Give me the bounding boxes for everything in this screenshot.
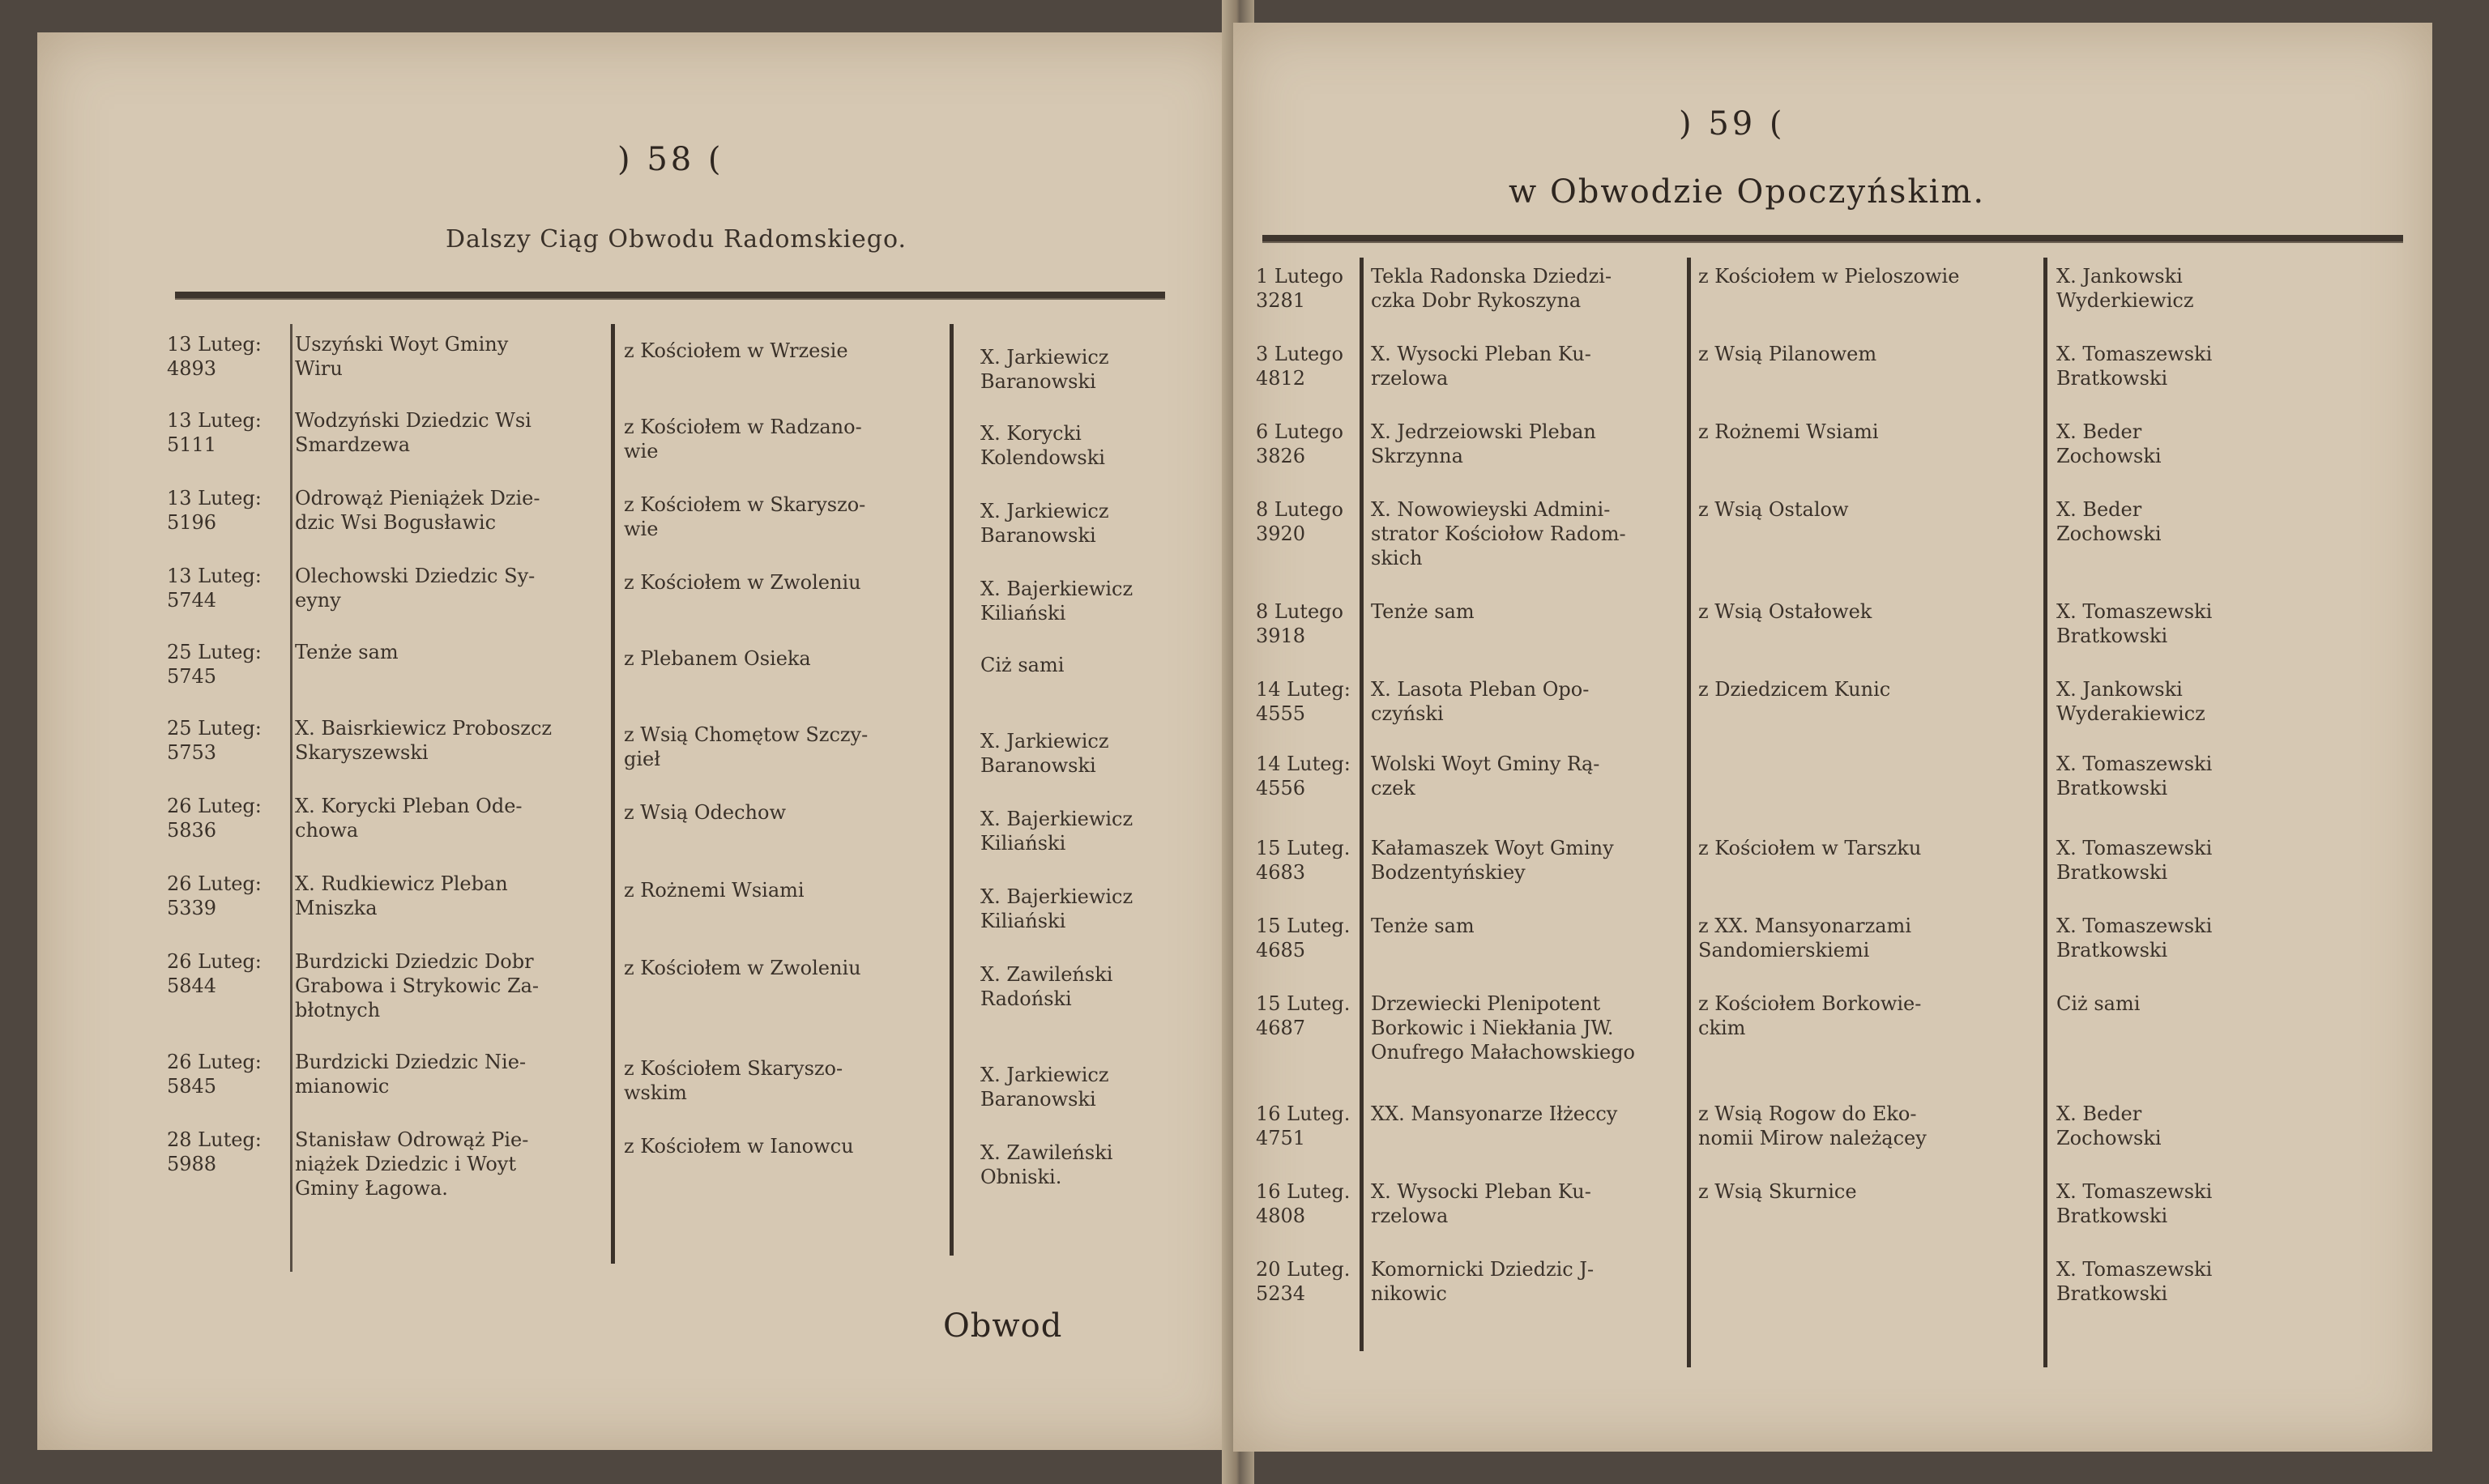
row-10-name: Drzewiecki Plenipotent Borkowic i Niekłania JW. Onufrego Małachowskiego [1371, 992, 1636, 1064]
row-5-place: z Plebanem Osieka [624, 647, 811, 670]
row-8-name: X. Rudkiewicz Pleban Mniszka [295, 872, 508, 919]
row-2-clergy: X. Korycki Kolendowski [980, 422, 1105, 469]
row-9-name: Burdzicki Dziedzic Dobr Grabowa i Strykowic Za- błotnych [295, 950, 540, 1021]
row-4-place: z Kościołem w Zwoleniu [624, 571, 861, 594]
row-10-place: z Kościołem Borkowie- ckim [1698, 992, 1922, 1039]
row-13-name: Komornicki Dziedzic J- nikowic [1371, 1258, 1595, 1305]
row-3-name: Odrowąż Pieniążek Dzie- dzic Wsi Bogusławic [295, 487, 540, 534]
row-2-date: 3 Lutego 4812 [1256, 343, 1343, 390]
row-3-clergy: X. Jarkiewicz Baranowski [980, 500, 1109, 547]
row-11-clergy: X. Zawileński Obniski. [980, 1141, 1113, 1188]
row-10-date: 26 Luteg: 5845 [167, 1051, 262, 1098]
row-2-place: z Wsią Pilanowem [1698, 343, 1877, 365]
row-8-date: 26 Luteg: 5339 [167, 872, 262, 919]
row-11-place: z Wsią Rogow do Eko- nomii Mirow należącey [1698, 1102, 1927, 1149]
row-4-date: 13 Luteg: 5744 [167, 565, 262, 612]
row-5-name: Tenże sam [295, 641, 399, 663]
row-5-name: Tenże sam [1371, 600, 1475, 623]
row-4-clergy: X. Bajerkiewicz Kiliański [980, 578, 1133, 625]
row-3-place: z Rożnemi Wsiami [1698, 420, 1879, 443]
row-8-place: z Kościołem w Tarszku [1698, 837, 1922, 859]
row-1-clergy: X. Jarkiewicz Baranowski [980, 346, 1109, 393]
table-top-rule [175, 292, 1165, 300]
row-8-date: 15 Luteg. 4683 [1256, 837, 1351, 884]
row-1-clergy: X. Jankowski Wyderkiewicz [2056, 265, 2194, 312]
row-10-name: Burdzicki Dziedzic Nie- mianowic [295, 1051, 527, 1098]
row-12-name: X. Wysocki Pleban Ku- rzelowa [1371, 1180, 1591, 1227]
row-11-date: 16 Luteg. 4751 [1256, 1102, 1351, 1149]
row-7-clergy: X. Tomaszewski Bratkowski [2056, 753, 2213, 800]
row-11-name: XX. Mansyonarze Iłżeccy [1371, 1102, 1618, 1125]
row-1-place: z Kościołem w Pieloszowie [1698, 265, 1960, 288]
row-7-name: Wolski Woyt Gminy Rą- czek [1371, 753, 1600, 800]
row-9-place: z Kościołem w Zwoleniu [624, 957, 861, 979]
row-5-date: 25 Luteg: 5745 [167, 641, 262, 688]
row-12-place: z Wsią Skurnice [1698, 1180, 1857, 1203]
row-7-place: z Wsią Odechow [624, 801, 787, 824]
row-5-clergy: Ciż sami [980, 654, 1065, 676]
row-8-clergy: X. Tomaszewski Bratkowski [2056, 837, 2213, 884]
column-divider-r3 [2043, 258, 2047, 1367]
row-3-place: z Kościołem w Skaryszo- wie [624, 493, 866, 540]
row-11-place: z Kościołem w Ianowcu [624, 1135, 854, 1158]
left-page [37, 32, 1240, 1450]
row-2-place: z Kościołem w Radzano- wie [624, 416, 862, 463]
row-2-date: 13 Luteg: 5111 [167, 409, 262, 456]
row-6-clergy: X. Jarkiewicz Baranowski [980, 730, 1109, 777]
row-6-name: X. Baisrkiewicz Proboszcz Skaryszewski [295, 717, 553, 764]
row-4-clergy: X. Beder Zochowski [2056, 498, 2162, 545]
row-10-date: 15 Luteg. 4687 [1256, 992, 1351, 1039]
row-13-clergy: X. Tomaszewski Bratkowski [2056, 1258, 2213, 1305]
column-divider-3 [950, 324, 954, 1256]
row-2-clergy: X. Tomaszewski Bratkowski [2056, 343, 2213, 390]
row-8-name: Kałamaszek Woyt Gminy Bodzentyńskiey [1371, 837, 1614, 884]
catchword: Obwod [943, 1307, 1063, 1345]
row-12-clergy: X. Tomaszewski Bratkowski [2056, 1180, 2213, 1227]
row-1-name: Tekla Radonska Dziedzi- czka Dobr Rykoszyna [1371, 265, 1612, 312]
row-6-date: 25 Luteg: 5753 [167, 717, 262, 764]
row-9-name: Tenże sam [1371, 915, 1475, 937]
row-4-name: X. Nowowieyski Admini- strator Kościołow Radom- skich [1371, 498, 1626, 569]
row-11-clergy: X. Beder Zochowski [2056, 1102, 2162, 1149]
row-9-place: z XX. Mansyonarzami Sandomierskiemi [1698, 915, 1911, 962]
row-4-date: 8 Lutego 3920 [1256, 498, 1343, 545]
row-7-name: X. Korycki Pleban Ode- chowa [295, 795, 523, 842]
row-2-name: Wodzyński Dziedzic Wsi Smardzewa [295, 409, 532, 456]
row-1-date: 1 Lutego 3281 [1256, 265, 1343, 312]
page-number-right: ) 59 ( [1679, 105, 1786, 143]
row-9-date: 26 Luteg: 5844 [167, 950, 262, 997]
row-8-clergy: X. Bajerkiewicz Kiliański [980, 885, 1133, 932]
row-5-place: z Wsią Ostałowek [1698, 600, 1872, 623]
column-divider-r1 [1360, 258, 1364, 1351]
table-top-rule-right [1262, 235, 2403, 243]
row-9-clergy: X. Tomaszewski Bratkowski [2056, 915, 2213, 962]
page-heading: w Obwodzie Opoczyńskim. [1509, 173, 1986, 211]
row-10-place: z Kościołem Skaryszo- wskim [624, 1057, 843, 1104]
row-3-clergy: X. Beder Zochowski [2056, 420, 2162, 467]
row-6-clergy: X. Jankowski Wyderakiewicz [2056, 678, 2205, 725]
row-8-place: z Rożnemi Wsiami [624, 879, 805, 902]
row-3-name: X. Jedrzeiowski Pleban Skrzynna [1371, 420, 1596, 467]
row-1-place: z Kościołem w Wrzesie [624, 339, 848, 362]
row-6-name: X. Lasota Pleban Opo- czyński [1371, 678, 1590, 725]
row-3-date: 13 Luteg: 5196 [167, 487, 262, 534]
row-6-date: 14 Luteg: 4555 [1256, 678, 1351, 725]
page-number-left: ) 58 ( [617, 141, 724, 178]
row-9-date: 15 Luteg. 4685 [1256, 915, 1351, 962]
row-10-clergy: X. Jarkiewicz Baranowski [980, 1064, 1109, 1111]
row-7-date: 26 Luteg: 5836 [167, 795, 262, 842]
row-7-clergy: X. Bajerkiewicz Kiliański [980, 808, 1133, 855]
row-9-clergy: X. Zawileński Radoński [980, 963, 1113, 1010]
row-11-name: Stanisław Odrowąż Pie- niążek Dziedzic i Woyt Gminy Łagowa. [295, 1128, 529, 1200]
row-6-place: z Dziedzicem Kunic [1698, 678, 1891, 701]
column-divider-1 [290, 324, 292, 1272]
row-1-name: Uszyński Woyt Gminy Wiru [295, 333, 509, 380]
row-13-date: 20 Luteg. 5234 [1256, 1258, 1351, 1305]
row-10-clergy: Ciż sami [2056, 992, 2141, 1015]
row-7-date: 14 Luteg: 4556 [1256, 753, 1351, 800]
row-4-name: Olechowski Dziedzic Sy- eyny [295, 565, 536, 612]
row-12-date: 16 Luteg. 4808 [1256, 1180, 1351, 1227]
row-2-name: X. Wysocki Pleban Ku- rzelowa [1371, 343, 1591, 390]
right-page [1233, 23, 2432, 1452]
row-5-clergy: X. Tomaszewski Bratkowski [2056, 600, 2213, 647]
page-subtitle: Dalszy Ciąg Obwodu Radomskiego. [446, 225, 907, 254]
row-6-place: z Wsią Chomętow Szczy- gieł [624, 723, 869, 770]
row-11-date: 28 Luteg: 5988 [167, 1128, 262, 1175]
row-3-date: 6 Lutego 3826 [1256, 420, 1343, 467]
row-1-date: 13 Luteg: 4893 [167, 333, 262, 380]
row-4-place: z Wsią Ostalow [1698, 498, 1849, 521]
column-divider-r2 [1687, 258, 1691, 1367]
row-5-date: 8 Lutego 3918 [1256, 600, 1343, 647]
column-divider-2 [611, 324, 615, 1264]
